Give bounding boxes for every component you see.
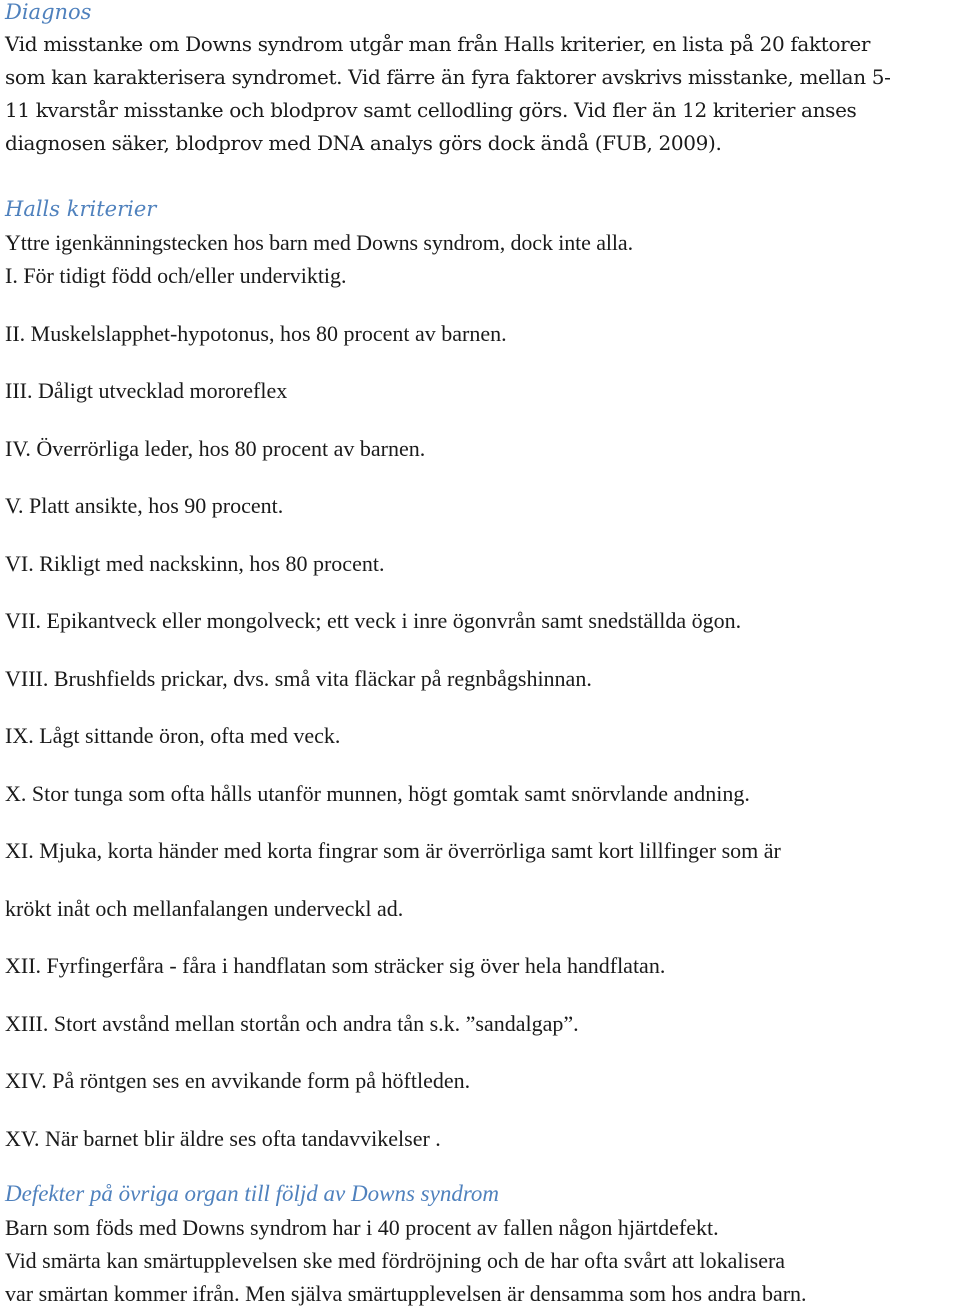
paragraph-line: som kan karakterisera syndromet. Vid färre än fyra faktorer avskrivs misstanke, mellan 5-	[5, 65, 891, 89]
list-item: krökt inåt och mellanfalangen underveckl ad.	[5, 895, 404, 921]
criteria-list	[5, 259, 781, 1179]
paragraph-line: 11 kvarstår misstanke och blodprov samt cellodling görs. Vid fler än 12 kriterier anses	[5, 98, 857, 122]
list-item: IV. Överrörliga leder, hos 80 procent av barnen.	[5, 435, 426, 461]
paragraph-line: Vid misstanke om Downs syndrom utgår man från Halls kriterier, en lista på 20 faktorer	[5, 32, 871, 56]
list-item: III. Dåligt utvecklad mororeflex	[5, 378, 288, 403]
list-item: XI. Mjuka, korta händer med korta fingrar som är överrörliga samt kort lillfinger som är	[5, 838, 781, 863]
section-heading-halls-kriterier: Halls kriterier	[5, 197, 157, 221]
paragraph-line: Barn som föds med Downs syndrom har i 40 procent av fallen någon hjärtdefekt.	[5, 1215, 719, 1240]
list-item: IX. Lågt sittande öron, ofta med veck.	[5, 723, 341, 748]
section-heading-diagnos: Diagnos	[5, 0, 92, 24]
paragraph-diagnos	[5, 28, 891, 160]
halls-intro	[5, 226, 633, 259]
paragraph-line: diagnosen säker, blodprov med DNA analys görs dock ändå (FUB, 2009).	[5, 131, 722, 155]
list-item: VIII. Brushfields prickar, dvs. små vita fläckar på regnbågshinnan.	[5, 665, 592, 691]
list-item: I. För tidigt född och/eller underviktig.	[5, 263, 347, 288]
paragraph-line: var smärtan kommer ifrån. Men själva smärtupplevelsen är densamma som hos andra barn.	[5, 1281, 807, 1306]
list-item: XIII. Stort avstånd mellan stortån och andra tån s.k. ”sandalgap”.	[5, 1010, 579, 1036]
list-item: V. Platt ansikte, hos 90 procent.	[5, 493, 284, 518]
paragraph-line: Yttre igenkänningstecken hos barn med Downs syndrom, dock inte alla.	[5, 230, 633, 255]
list-item: XV. När barnet blir äldre ses ofta tandavvikelser .	[5, 1125, 441, 1151]
paragraph-line: Vid smärta kan smärtupplevelsen ske med fördröjning och de har ofta svårt att lokalisera	[5, 1248, 786, 1273]
paragraph-defekter	[5, 1211, 807, 1310]
section-heading-defekter: Defekter på övriga organ till följd av Downs syndrom	[5, 1181, 500, 1206]
list-item: XIV. På röntgen ses en avvikande form på höftleden.	[5, 1068, 471, 1093]
list-item: XII. Fyrfingerfåra - fåra i handflatan som sträcker sig över hela handflatan.	[5, 953, 666, 978]
list-item: X. Stor tunga som ofta hålls utanför munnen, högt gomtak samt snörvlande andning.	[5, 780, 750, 806]
list-item: VI. Rikligt med nackskinn, hos 80 procent.	[5, 550, 385, 576]
list-item: II. Muskelslapphet-hypotonus, hos 80 procent av barnen.	[5, 320, 507, 346]
list-item: VII. Epikantveck eller mongolveck; ett veck i inre ögonvrån samt snedställda ögon.	[5, 608, 742, 633]
